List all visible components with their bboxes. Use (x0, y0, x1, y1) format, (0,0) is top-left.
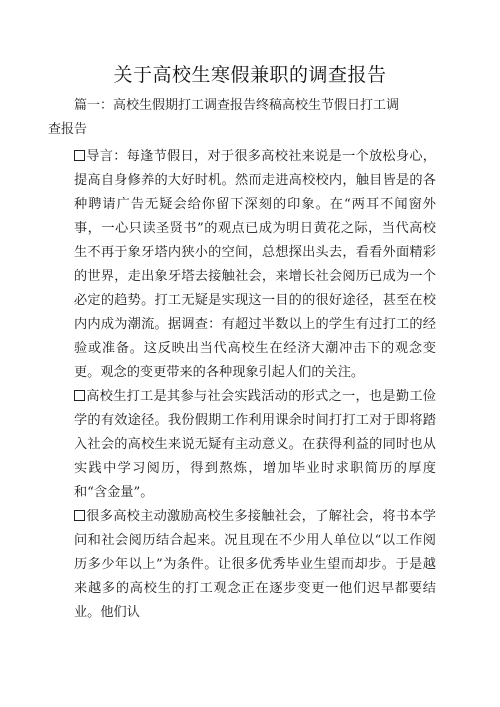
document-title: 关于高校生寒假兼职的调查报告 (113, 64, 387, 86)
paragraph-part-time-work (74, 385, 436, 505)
paragraph-intro-text: 导言：每逢节假日，对于很多高校社来说是一个放松身心，提高自身修养的大好时机。然而走进高校校内，触目皆是的各种聘请广告无疑会给你留下深刻的印象。在“两耳不闻窗外事，一心只读圣贤书”的观点已成为明日黄花之际，当代高校生不再于象牙塔内狭小的空间，总想探出头去，看看外面精彩的世界，走出象牙塔去接触社会，来增长社会阅历已成为一个必定的趋势。打工无疑是实现这一目的的很好途径，甚至在校内内成为潮流。据调查：有超过半数以上的学生有过打工的经验或准备。这反映出当代高校生在经济大潮冲击下的观念变更。观念的变更带来的各种现象引起人们的关注。 (74, 149, 436, 380)
paragraph-part-time-work-text: 高校生打工是其参与社会实践活动的形式之一，也是勤工俭学的有效途径。我份假期工作利用课余时间打打工对于即将踏入社会的高校生来说无疑有主动意义。在获得利益的同时也从实践中学习阅历，得到熬炼，增加毕业时求职简历的厚度和“含金量”。 (74, 389, 436, 500)
document-body (74, 145, 436, 625)
checkbox-bullet-icon (74, 390, 85, 401)
checkbox-bullet-icon (74, 510, 85, 521)
document-subtitle: 篇一：高校生假期打工调查报告终稿高校生节假日打工调查报告 (48, 98, 400, 137)
checkbox-bullet-icon (74, 150, 85, 161)
paragraph-universities (74, 505, 436, 625)
paragraph-universities-text: 很多高校主动激励高校生多接触社会，了解社会，将书本学问和社会阅历结合起来。况且现在不少用人单位以“以工作阅历多少年以上”为条件。让很多优秀毕业生望而却步。于是越来越多的高校生的打工观念正在逐步变更一他们迟早都要结业。他们认 (74, 509, 436, 620)
paragraph-intro (74, 145, 436, 385)
